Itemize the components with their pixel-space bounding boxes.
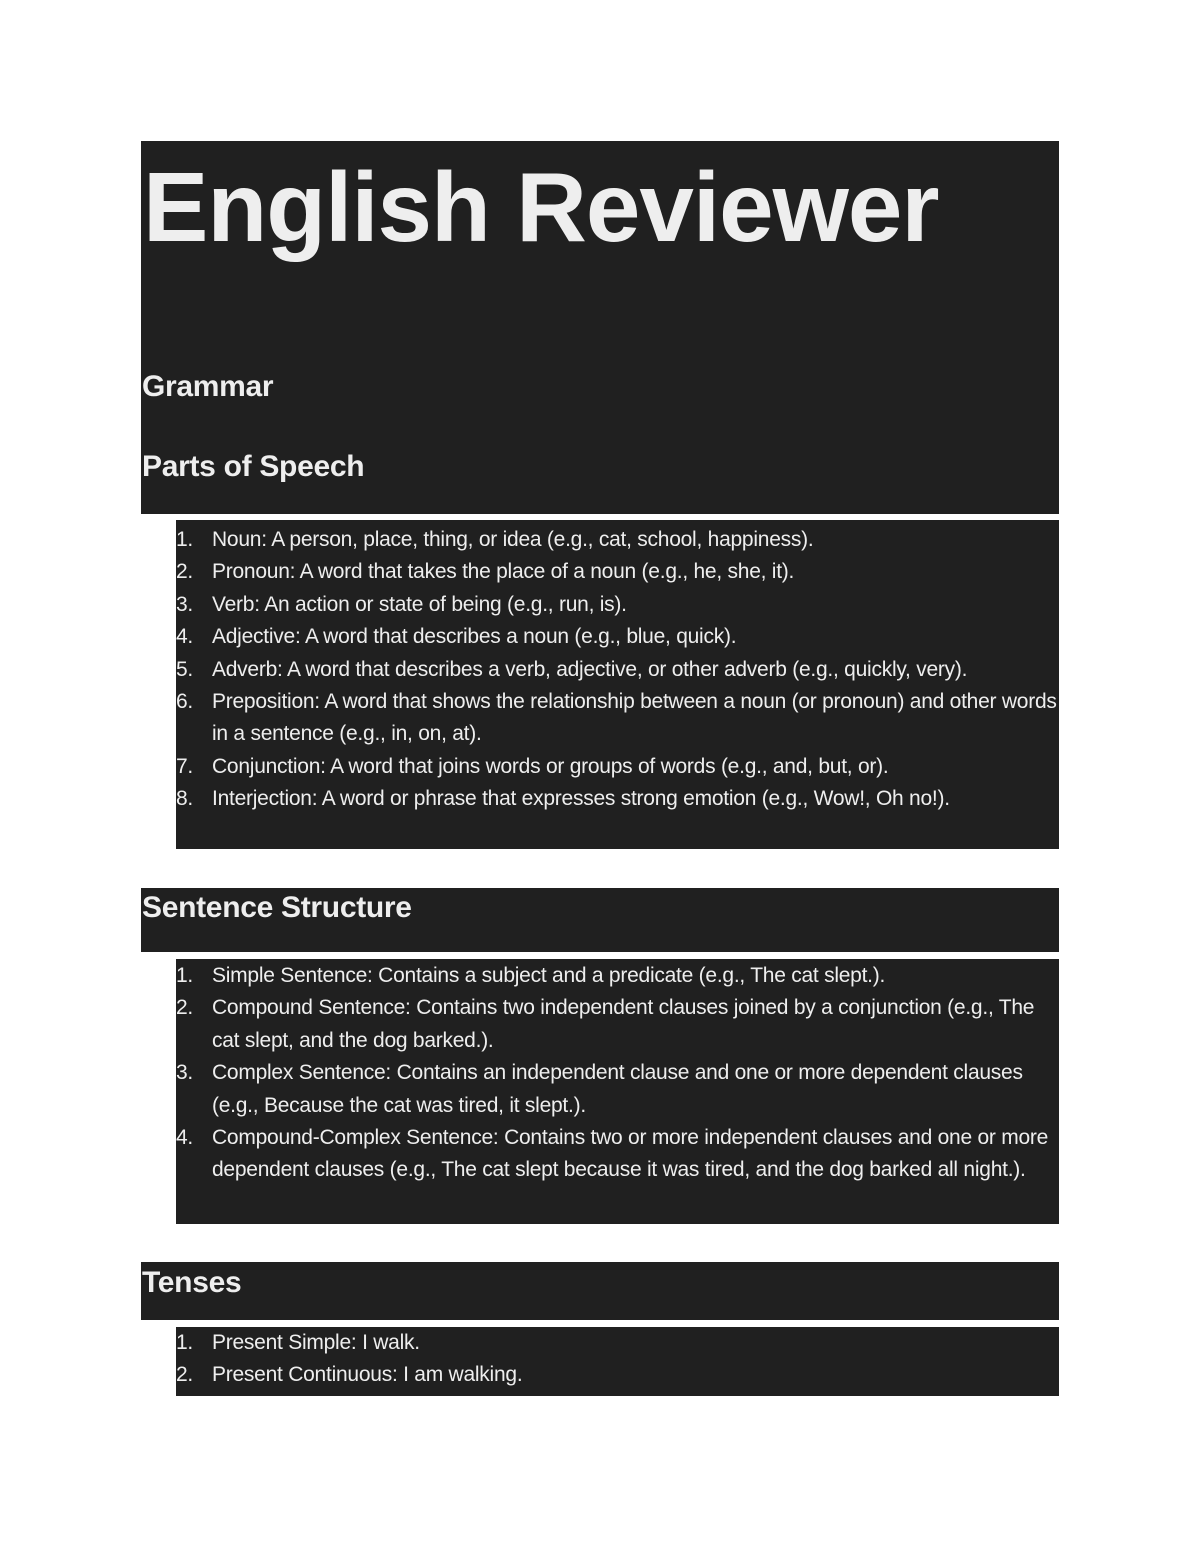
heading-parts-of-speech: Parts of Speech bbox=[142, 450, 365, 483]
list-item: 1. Simple Sentence: Contains a subject and a predicate (e.g., The cat slept.). bbox=[176, 964, 886, 987]
heading-sentence-structure: Sentence Structure bbox=[142, 891, 412, 924]
sentence-structure-list bbox=[176, 959, 1059, 1224]
heading-tenses: Tenses bbox=[142, 1266, 242, 1299]
list-item: 4. Adjective: A word that describes a noun (e.g., blue, quick). bbox=[176, 625, 737, 649]
list-item: 3. Complex Sentence: Contains an independent clause and one or more dependent clauses (e.g., Because the cat was tired, it slept.). bbox=[176, 1061, 1023, 1117]
list-item: 2. Pronoun: A word that takes the place of a noun (e.g., he, she, it). bbox=[176, 560, 795, 584]
list-item: 2. Present Continuous: I am walking. bbox=[176, 1363, 523, 1387]
list-item: 7. Conjunction: A word that joins words or groups of words (e.g., and, but, or). bbox=[176, 754, 889, 778]
list-item: 8. Interjection: A word or phrase that expresses strong emotion (e.g., Wow!, Oh no!). bbox=[176, 787, 950, 811]
list-item: 2. Compound Sentence: Contains two independent clauses joined by a conjunction (e.g., The cat slept, and the dog barked.). bbox=[176, 996, 1035, 1052]
page-title: English Reviewer bbox=[143, 152, 939, 262]
list-item: 1. Noun: A person, place, thing, or idea (e.g., cat, school, happiness). bbox=[176, 528, 814, 551]
list-item: 6. Preposition: A word that shows the relationship between a noun (or pronoun) and other words in a sentence (e.g., in, on, at). bbox=[176, 690, 1057, 746]
list-item: 1. Present Simple: I walk. bbox=[176, 1331, 420, 1354]
tenses-list bbox=[176, 1327, 1059, 1396]
parts-of-speech-list bbox=[176, 520, 1059, 849]
list-item: 5. Adverb: A word that describes a verb, adjective, or other adverb (e.g., quickly, very). bbox=[176, 657, 968, 681]
tenses-heading-block bbox=[141, 1262, 1059, 1320]
heading-grammar: Grammar bbox=[142, 370, 274, 403]
list-item: 3. Verb: An action or state of being (e.g., run, is). bbox=[176, 592, 627, 616]
list-item: 4. Compound-Complex Sentence: Contains two or more independent clauses and one or more dependent clauses (e.g., The cat slept because it was tired, and the dog barked all night.). bbox=[176, 1126, 1049, 1182]
